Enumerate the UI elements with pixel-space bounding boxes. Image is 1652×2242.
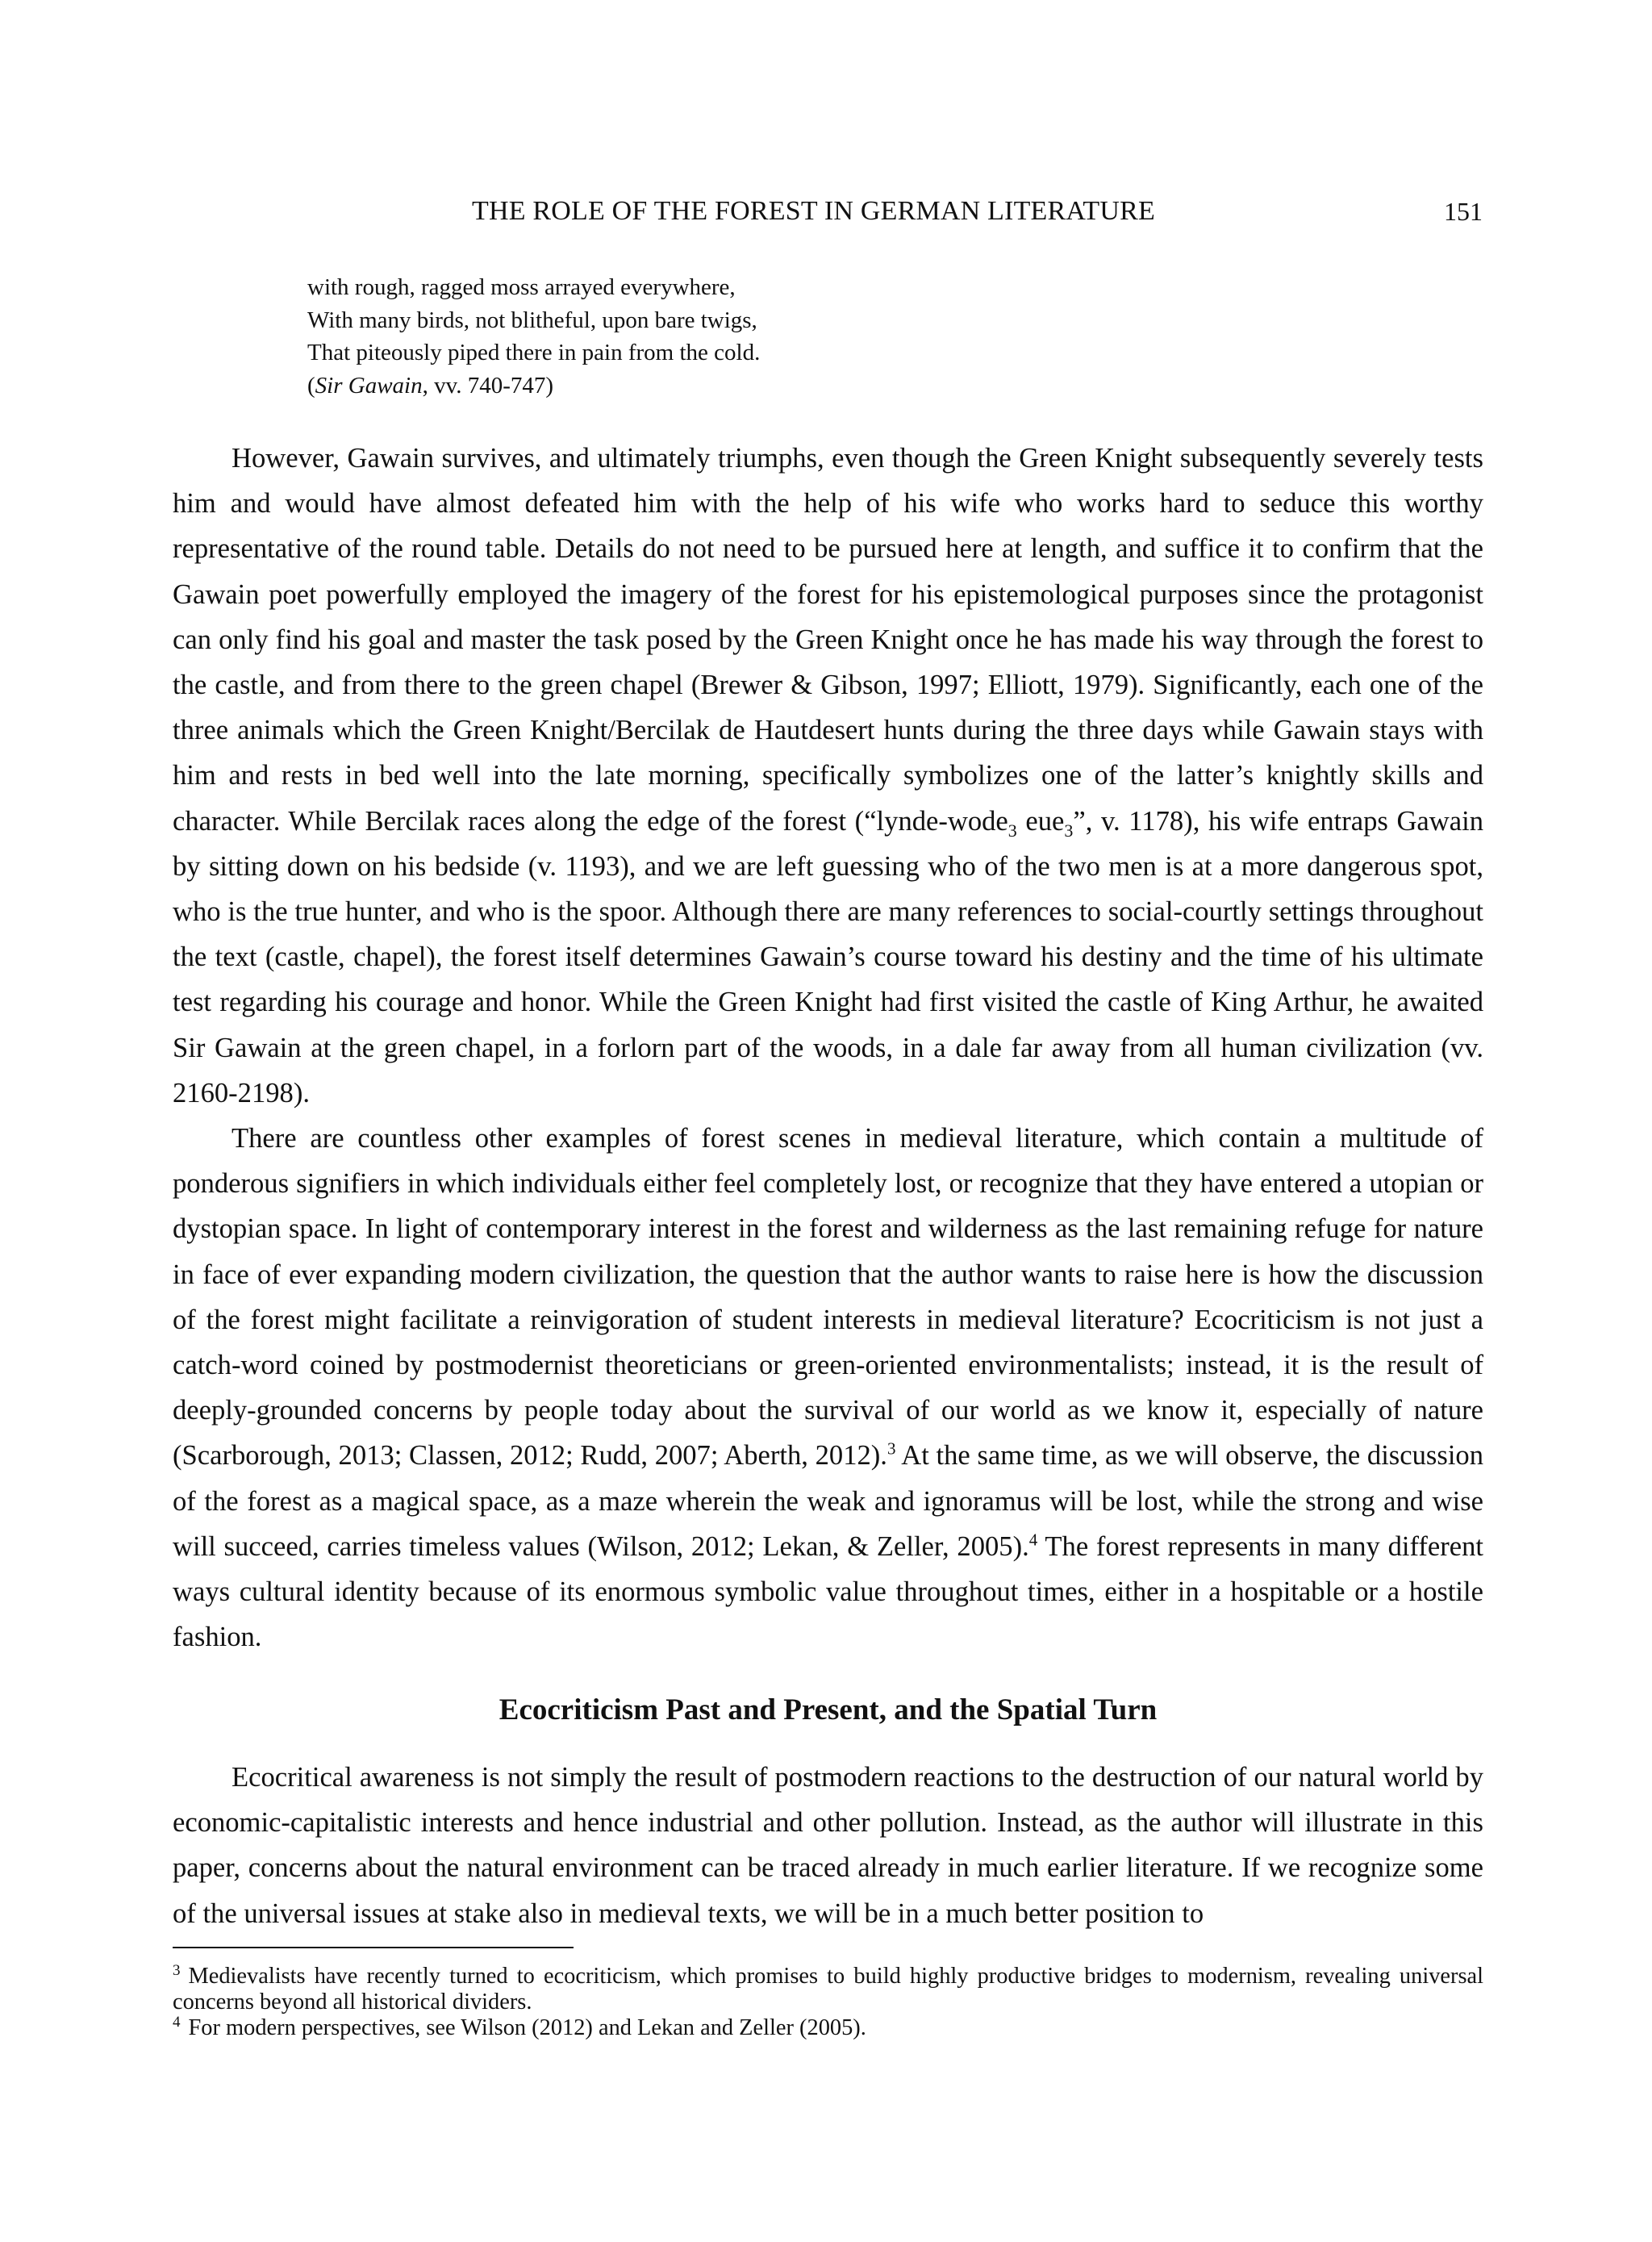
footnote-3 [173, 1961, 1483, 2015]
verse-citation [307, 369, 760, 403]
verse-line: That piteously piped there in pain from the cold. [307, 340, 761, 365]
footnote-text: For modern perspectives, see Wilson (2012) and Lekan and Zeller (2005). [188, 2015, 866, 2040]
footnote-ref-3[interactable]: 3 [886, 1438, 896, 1459]
footnote-4 [173, 2015, 1483, 2041]
paragraph-forest-scenes [173, 1116, 1483, 1660]
footnote-divider [173, 1947, 574, 1948]
footnotes [173, 1961, 1483, 2041]
body-text-block [173, 1755, 1483, 1936]
citation-open: ( [307, 372, 315, 399]
verse-quotation [307, 271, 760, 402]
paragraph-text: There are countless other examples of forest scenes in medieval literature, which contain a multitude of ponderous signifiers in which individuals either feel completely lost, or recognize that they have entered a utopian or dystopian space. In light of contemporary interest in the forest and wilderness as the last remaining refuge for nature in face of ever expanding modern civilization, the question that the author wants to raise here is how the discussion of the forest might facilitate a reinvigoration of student interests in medieval literature? Ecocriticism is not just a catch-word coined by postmodernist theoreticians or green-oriented environmentalists; instead, it is the result of deeply-grounded concerns by people today about the survival of our world as we know it, especially of nature (Scarborough, 2013; Classen, 2012; Rudd, 2007; Aberth, 2012). [173, 1123, 1483, 1472]
running-title: THE ROLE OF THE FOREST IN GERMAN LITERATURE [472, 196, 1155, 226]
paragraph-text: However, Gawain survives, and ultimately triumphs, even though the Green Knight subsequently severely tests him and would have almost defeated him with the help of his wife who works hard to seduce this worthy representative of the round table. Details do not need to be pursued here at length, and suffice it to confirm that the Gawain poet powerfully employed the imagery of the forest for his epistemological purposes since the protagonist can only find his goal and master the task posed by the Green Knight once he has made his way through the forest to the castle, and from there to the green chapel (Brewer & Gibson, 1997; Elliott, 1979). Significantly, each one of the three animals which the Green Knight/Bercilak de Hautdesert hunts during the three days while Gawain stays with him and rests in bed well into the late morning, specifically symbolizes one of the latter’s knightly skills and character. While Bercilak races along the edge of the forest (“lynde-wode [173, 443, 1483, 837]
footnote-ref-4[interactable]: 4 [1028, 1530, 1038, 1550]
verse-line: With many birds, not blitheful, upon bare twigs, [307, 307, 757, 333]
paragraph-ecocritical: Ecocritical awareness is not simply the result of postmodern reactions to the destruction of our natural world by economic-capitalistic interests and hence industrial and other pollution. Instead, as the author will illustrate in this paper, concerns about the natural environment can be traced already in much earlier literature. If we recognize some of the universal issues at stake also in medieval texts, we will be in a much better position to [173, 1762, 1483, 1929]
citation-verses: , vv. 740-747) [422, 372, 554, 399]
footnote-number: 4 [173, 2013, 181, 2031]
body-text-block [173, 436, 1483, 1660]
paragraph-text: At the same time, as we will observe, the discussion of the forest as a magical space, as a maze wherein the weak and ignoramus will be lost, while the strong and wise will succeed, carries timeless values (Wilson, 2012; Lekan, & Zeller, 2005). [173, 1440, 1483, 1562]
footnote-number: 3 [173, 1961, 181, 1979]
citation-title: Sir Gawain [315, 372, 423, 399]
verse-line: with rough, ragged moss arrayed everywhere, [307, 274, 736, 300]
subscript: 3 [1007, 820, 1017, 841]
paragraph-gawain [173, 436, 1483, 1116]
paragraph-text: The forest represents in many different ways cultural identity because of its enormous symbolic value throughout times, either in a hospitable or a hostile fashion. [173, 1530, 1483, 1653]
page-number: 151 [1444, 197, 1483, 226]
section-heading: Ecocriticism Past and Present, and the Spatial Turn [499, 1693, 1158, 1726]
paragraph-text: ”, v. 1178), his wife entraps Gawain by sitting down on his bedside (v. 1193), and we are left guessing who of the two men is at a more dangerous spot, who is the true hunter, and who is the spoor. Although there are many references to social-courtly settings throughout the text (castle, chapel), the forest itself determines Gawain’s course toward his destiny and the time of his ultimate test regarding his courage and honor. While the Green Knight had first visited the castle of King Arthur, he awaited Sir Gawain at the green chapel, in a forlorn part of the woods, in a dale far away from all human civilization (vv. 2160-2198). [173, 805, 1483, 1108]
subscript: 3 [1064, 820, 1074, 841]
footnote-text: Medievalists have recently turned to ecocriticism, which promises to build highly productive bridges to modernism, revealing universal concerns beyond all historical dividers. [173, 1964, 1483, 2014]
paragraph-text: eue [1016, 805, 1065, 837]
